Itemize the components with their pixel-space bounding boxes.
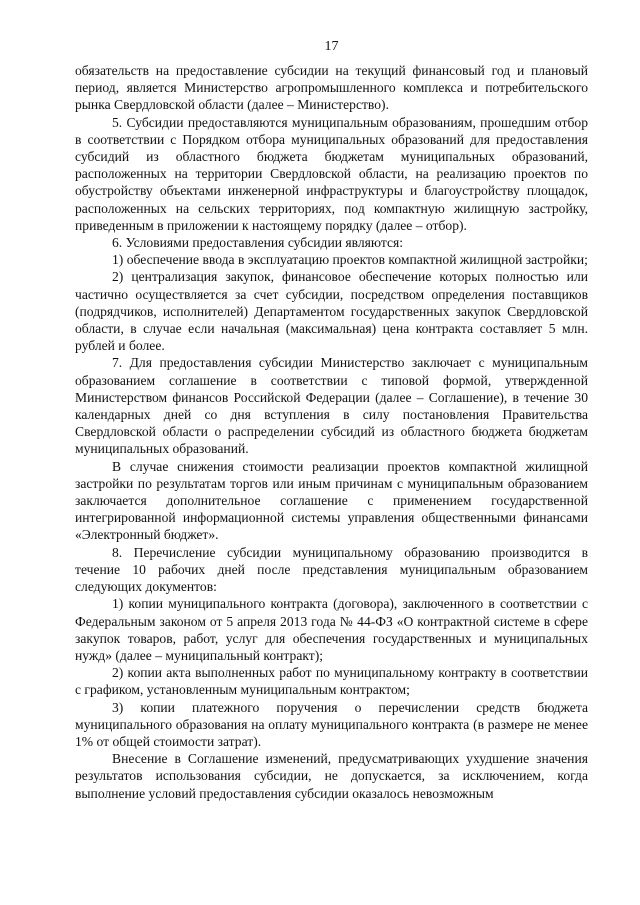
body-text bbox=[75, 62, 588, 802]
paragraph-item-6-2: 2) централизация закупок, финансовое обеспечение которых полностью или частично осуществляется за счет субсидии, посредством определения поставщиков (подрядчиков, исполнителей) Департаментом государственных закупок Свердловской области, в случае если начальная (максимальная) цена контракта составляет 5 млн. рублей и более. bbox=[75, 269, 588, 354]
paragraph-item-6-1: 1) обеспечение ввода в эксплуатацию проектов компактной жилищной застройки; bbox=[112, 252, 588, 268]
paragraph-item-7-additional: В случае снижения стоимости реализации проектов компактной жилищной застройки по результатам торгов или иным причинам с муниципальным образованием заключается дополнительное соглашение с применением государственной интегрированной информационной системы управления общественными финансами «Электронный бюджет». bbox=[75, 458, 588, 543]
paragraph-item-8-2: 2) копии акта выполненных работ по муниципальному контракту в соответствии с графиком, установленным муниципальным контрактом; bbox=[75, 665, 588, 698]
page-number: 17 bbox=[324, 39, 339, 54]
paragraph-continuation: обязательств на предоставление субсидии на текущий финансовый год и плановый период, является Министерство агропромышленного комплекса и потребительского рынка Свердловской области (далее – Министерство). bbox=[75, 63, 588, 113]
paragraph-item-8: 8. Перечисление субсидии муниципальному образованию производится в течение 10 рабочих дней после представления муниципальным образованием следующих документов: bbox=[75, 544, 588, 595]
paragraph-item-8-1: 1) копии муниципального контракта (договора), заключенного в соответствии с Федеральным законом от 5 апреля 2013 года № 44-ФЗ «О контрактной системе в сфере закупок товаров, работ, услуг для обеспечения государственных и муниципальных нужд» (далее – муниципальный контракт); bbox=[75, 596, 588, 663]
paragraph-item-6: 6. Условиями предоставления субсидии являются: bbox=[112, 235, 404, 251]
paragraph-item-8-3: 3) копии платежного поручения о перечислении средств бюджета муниципального образования на оплату муниципального контракта (в размере не менее 1% от общей стоимости затрат). bbox=[75, 699, 588, 749]
paragraph-item-5: 5. Субсидии предоставляются муниципальным образованиям, прошедшим отбор в соответствии с Порядком отбора муниципальных образований для предоставления субсидий из областного бюджета бюджетам муниципальных образований, расположенных на территории Свердловской области, на реализацию проектов по обустройству объектами инженерной инфраструктуры и благоустройству площадок, расположенных на сельских территориях, под компактную жилищную застройку, приведенным в приложении к настоящему порядку (далее – отбор). bbox=[75, 114, 588, 233]
paragraph-amendments: Внесение в Соглашение изменений, предусматривающих ухудшение значения результатов использования субсидии, не допускается, за исключением, когда выполнение условий предоставления субсидии оказалось невозможным bbox=[75, 751, 588, 801]
paragraph-item-7: 7. Для предоставления субсидии Министерство заключает с муниципальным образованием соглашение в соответствии с типовой формой, утвержденной Министерством финансов Российской Федерации (далее – Соглашение), в течение 30 календарных дней со дня вступления в силу постановления Правительства Свердловской области о распределении субсидий из областного бюджета бюджетам муниципальных образований. bbox=[75, 355, 588, 457]
